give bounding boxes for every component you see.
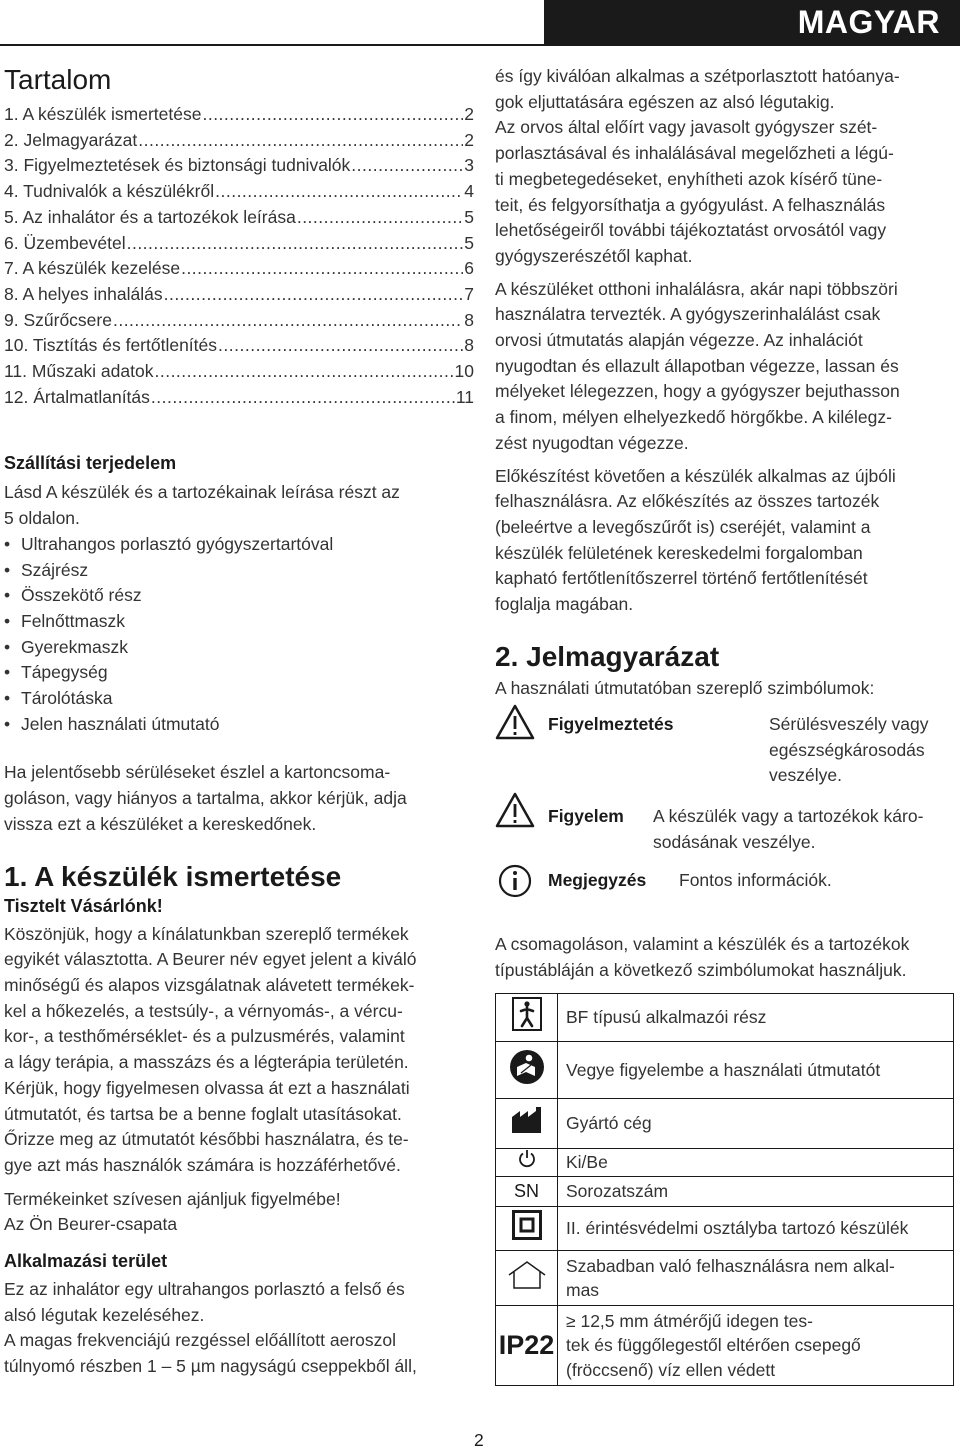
- serial-number-icon: SN: [496, 1177, 558, 1207]
- toc-item-title: 4. Tudnivalók a készülékről: [4, 181, 215, 202]
- delivery-intro-line: 5 oldalon.: [4, 508, 80, 529]
- toc-item-title: 12. Ártalmatlanítás: [4, 386, 150, 407]
- section1-para-line: gye azt más használók számára is hozzáférhetővé.: [4, 1154, 401, 1175]
- right-para-line: lehetőségeiről további tájékoztatást orvosától vagy: [495, 220, 887, 241]
- right-para-line: orvosi útmutatás alapján végezze. Az inhalációt: [495, 330, 863, 351]
- delivery-item: • Tárolótáska: [4, 686, 474, 712]
- packaging-intro-line: A csomagoláson, valamint a készülék és a tartozékok: [495, 934, 910, 954]
- section1-para-line: minőségű és alapos vizsgálatnak alávetett termékek-: [4, 974, 415, 995]
- packaging-intro-line: típustábláján a következő szimbólumokat használjuk.: [495, 959, 907, 980]
- delivery-item: • Összekötő rész: [4, 583, 474, 609]
- symbol-desc-line: A készülék vagy a tartozékok káro-: [653, 806, 924, 826]
- application-line: túlnyomó részben 1 – 5 µm nagyságú cseppekből áll,: [4, 1356, 417, 1377]
- table-row: [496, 1207, 954, 1251]
- delivery-intro-line: Lásd A készülék és a tartozékainak leírása részt az: [4, 482, 400, 503]
- table-text-line: (fröccsenő) víz ellen védett: [566, 1359, 776, 1380]
- right-column: [495, 60, 957, 1430]
- table-text-cell: [558, 1251, 954, 1306]
- table-icon-cell: [496, 1149, 558, 1177]
- section1-para-line: útmutatót, és tartsa be a benne foglalt utasításokat.: [4, 1103, 402, 1124]
- delivery-item: • Felnőttmaszk: [4, 609, 474, 635]
- toc-item-page: 4: [464, 181, 474, 202]
- section1-para-line: Kérjük, hogy figyelmesen olvassa át ezt a használati: [4, 1077, 410, 1098]
- table-text-line: mas: [566, 1280, 600, 1300]
- toc-item[interactable]: [4, 231, 474, 257]
- toc-item[interactable]: [4, 282, 474, 308]
- section1-title: 1. A készülék ismertetése: [4, 860, 342, 892]
- info-icon: [498, 864, 532, 898]
- right-para-line: készülék felületének kereskedelmi forgalomban: [495, 542, 863, 563]
- section2-title: 2. Jelmagyarázat: [495, 640, 720, 672]
- toc-item[interactable]: [4, 308, 474, 334]
- closing-line: Termékeinket szívesen ajánljuk figyelmébe!: [4, 1188, 341, 1209]
- delivery-item: • Ultrahangos porlasztó gyógyszertartóval: [4, 532, 474, 558]
- toc-item[interactable]: [4, 205, 474, 231]
- right-para-line: használatra tervezték. A gyógyszerinhalálást csak: [495, 304, 881, 325]
- table-text-line: tek és függőlegestől eltérően csepegő: [566, 1335, 861, 1356]
- symbol-label: Megjegyzés: [548, 870, 647, 890]
- symbol-desc: [653, 804, 923, 855]
- table-text-line: ≥ 12,5 mm átmérőjű idegen tes-: [566, 1310, 813, 1331]
- toc-item[interactable]: [4, 102, 474, 128]
- table-row: [496, 1251, 954, 1306]
- power-icon: [517, 1149, 537, 1169]
- toc-item[interactable]: [4, 179, 474, 205]
- page-header: [0, 0, 960, 44]
- symbol-desc: [769, 712, 929, 789]
- table-text-cell: BF típusú alkalmazói rész: [558, 994, 954, 1042]
- damage-note-line: vissza ezt a készüléket a kereskedőnek.: [4, 813, 317, 834]
- right-para-line: Előkészítést követően a készülék alkalmas az újbóli: [495, 465, 896, 486]
- toc-item-page: 7: [464, 283, 474, 304]
- section1-para-line: kor-, a testhőmérséklet- és a pulzusmérés, valamint: [4, 1026, 405, 1047]
- table-icon-cell: [496, 994, 558, 1042]
- section1-para-line: egyikét választotta. A Beurer név egyet jelent a kiváló: [4, 949, 417, 970]
- application-line: Ez az inhalátor egy ultrahangos porlasztó a felső és: [4, 1279, 405, 1300]
- right-para-line: teit, és felgyorsíthatja a gyógyulást. A felhasználás: [495, 194, 886, 215]
- page-number: 2: [474, 1430, 484, 1450]
- symbol-row-caution: [495, 788, 957, 852]
- symbol-desc-line: egészségkárosodás: [769, 739, 925, 760]
- right-para-line: A készüléket otthoni inhalálásra, akár napi többszöri: [495, 278, 898, 299]
- table-text-cell: II. érintésvédelmi osztályba tartozó készülék: [558, 1207, 954, 1251]
- table-row: [496, 994, 954, 1042]
- packaging-intro: [495, 932, 957, 983]
- toc-item-title: 2. Jelmagyarázat: [4, 129, 138, 150]
- right-para-line: mélyeket lélegezzen, hogy a gyógyszer bejuthasson: [495, 381, 900, 402]
- right-para-line: kapható fertőtlenítőszerrel történő fertőtlenítését: [495, 568, 868, 589]
- toc-item[interactable]: [4, 385, 474, 411]
- table-row: [496, 1177, 954, 1207]
- table-row: [496, 1306, 954, 1386]
- protection-class-2-icon: [512, 1210, 542, 1240]
- right-para-line: felhasználásra. Az előkészítés az összes tartozék: [495, 491, 880, 512]
- toc-item[interactable]: [4, 359, 474, 385]
- warning-triangle-icon: [495, 704, 535, 740]
- read-manual-icon: [509, 1049, 545, 1085]
- delivery-list: [4, 532, 474, 738]
- table-row: [496, 1099, 954, 1149]
- table-row: [496, 1042, 954, 1099]
- right-para-line: gyógyszerészétől kaphat.: [495, 245, 693, 266]
- table-text-cell: [558, 1306, 954, 1386]
- toc-item-page: 6: [464, 258, 474, 279]
- caution-triangle-icon: [495, 792, 535, 828]
- toc-item-page: 2: [464, 104, 474, 124]
- toc-item-page: 8: [464, 309, 474, 330]
- toc-item-title: 1. A készülék ismertetése: [4, 104, 202, 124]
- right-para-line: (beleértve a levegőszűrőt is) cseréjét, valamint a: [495, 516, 871, 537]
- table-row: [496, 1149, 954, 1177]
- indoor-use-icon: [507, 1260, 547, 1290]
- table-text-cell: Ki/Be: [558, 1149, 954, 1177]
- symbol-label: Figyelmeztetés: [548, 714, 674, 734]
- table-text-cell: Vegye figyelembe a használati útmutatót: [558, 1042, 954, 1099]
- table-text-line: Szabadban való felhasználásra nem alkal-: [566, 1255, 895, 1276]
- toc-item-page: 10: [454, 361, 474, 382]
- bf-type-applied-part-icon: [512, 997, 542, 1031]
- toc-item-title: 11. Műszaki adatok: [4, 361, 154, 382]
- toc-item-title: 7. A készülék kezelése: [4, 258, 181, 279]
- table-text-cell: Sorozatszám: [558, 1177, 954, 1207]
- section1-para-line: kel a hőkezelés, a testsúly-, a vérnyomás-, a vércu-: [4, 1000, 403, 1021]
- delivery-item: • Tápegység: [4, 660, 474, 686]
- delivery-item: • Gyerekmaszk: [4, 635, 474, 661]
- table-icon-cell: [496, 1042, 558, 1099]
- toc-item-page: 11: [455, 386, 474, 407]
- damage-note-line: goláson, vagy hiányos a tartalma, akkor kérjük, adja: [4, 788, 407, 809]
- right-para-line: gok eljuttatására egészen az alsó légutakig.: [495, 91, 835, 112]
- header-rule: [0, 44, 960, 46]
- toc-item-page: 5: [464, 232, 474, 253]
- symbol-desc-line: sodásának veszélye.: [653, 831, 816, 852]
- toc-item[interactable]: [4, 153, 474, 179]
- symbol-desc-line: veszélye.: [769, 765, 842, 786]
- section2-intro: A használati útmutatóban szereplő szimbólumok:: [495, 677, 875, 698]
- toc-item-title: 10. Tisztítás és fertőtlenítés: [4, 335, 218, 356]
- section1-para-line: Köszönjük, hogy a kínálatunkban szereplő termékek: [4, 923, 409, 944]
- application-heading: Alkalmazási terület: [4, 1251, 168, 1272]
- toc-list: [4, 102, 474, 410]
- section1-para-line: Őrizze meg az útmutatót későbbi használatra, és te-: [4, 1129, 409, 1150]
- delivery-heading: Szállítási terjedelem: [4, 453, 177, 474]
- toc-item-page: 2: [464, 129, 474, 150]
- application-line: alsó légutak kezeléséhez.: [4, 1304, 205, 1325]
- toc-item-title: 5. Az inhalátor és a tartozékok leírása: [4, 206, 296, 227]
- toc-item-title: 8. A helyes inhalálás: [4, 283, 163, 304]
- right-para-line: és így kiválóan alkalmas a szétporlasztott hatóanya-: [495, 66, 900, 86]
- right-para-line: ti megbetegedéseket, enyhítheti azok kísérő tüne-: [495, 168, 883, 189]
- symbol-row-info: [495, 864, 957, 900]
- symbols-table: [495, 993, 954, 1386]
- closing-line: Az Ön Beurer-csapata: [4, 1214, 178, 1235]
- symbol-row-warning: [495, 698, 957, 786]
- right-para-line: a finom, mélyen elhelyezkedő hörgőkbe. A kilélegz-: [495, 407, 892, 428]
- right-para-line: foglalja magában.: [495, 594, 634, 615]
- ip22-icon: IP22: [496, 1306, 558, 1386]
- manufacturer-icon: [510, 1105, 544, 1135]
- toc-title: Tartalom: [4, 64, 112, 95]
- toc-item-title: 6. Üzembevétel: [4, 232, 126, 253]
- toc-item-title: 3. Figyelmeztetések és biztonsági tudnivalók: [4, 155, 351, 176]
- toc-item-page: 8: [464, 335, 474, 356]
- right-para-line: porlasztásával és inhalálásával megelőzheti a légú-: [495, 143, 894, 164]
- left-column: [4, 60, 474, 1380]
- table-text-cell: Gyártó cég: [558, 1099, 954, 1149]
- table-icon-cell: [496, 1207, 558, 1251]
- damage-note-line: Ha jelentősebb sérüléseket észlel a kartoncsoma-: [4, 762, 391, 783]
- greeting: Tisztelt Vásárlónk!: [4, 895, 163, 916]
- toc-item[interactable]: [4, 128, 474, 154]
- section1-para-line: a lágy terápia, a masszázs és a légterápia területén.: [4, 1052, 409, 1073]
- table-icon-cell: [496, 1099, 558, 1149]
- symbol-desc-line: Sérülésveszély vagy: [769, 714, 929, 734]
- toc-item[interactable]: [4, 333, 474, 359]
- table-icon-cell: [496, 1251, 558, 1306]
- toc-item-title: 9. Szűrőcsere: [4, 309, 112, 330]
- right-para-line: Az orvos által előírt vagy javasolt gyógyszer szét-: [495, 117, 878, 138]
- toc-item-page: 5: [464, 206, 474, 227]
- delivery-item: • Jelen használati útmutató: [4, 712, 474, 738]
- application-line: A magas frekvenciájú rezgéssel előállított aeroszol: [4, 1330, 397, 1351]
- delivery-item: • Szájrész: [4, 558, 474, 584]
- language-label: MAGYAR: [544, 0, 960, 44]
- toc-item[interactable]: [4, 256, 474, 282]
- right-para-line: nyugodtan és ellazult állapotban végezze, lassan és: [495, 355, 899, 376]
- toc-item-page: 3: [464, 155, 474, 176]
- right-para-line: zést nyugodtan végezze.: [495, 432, 689, 453]
- symbol-desc: Fontos információk.: [679, 870, 832, 890]
- symbol-label: Figyelem: [548, 806, 624, 826]
